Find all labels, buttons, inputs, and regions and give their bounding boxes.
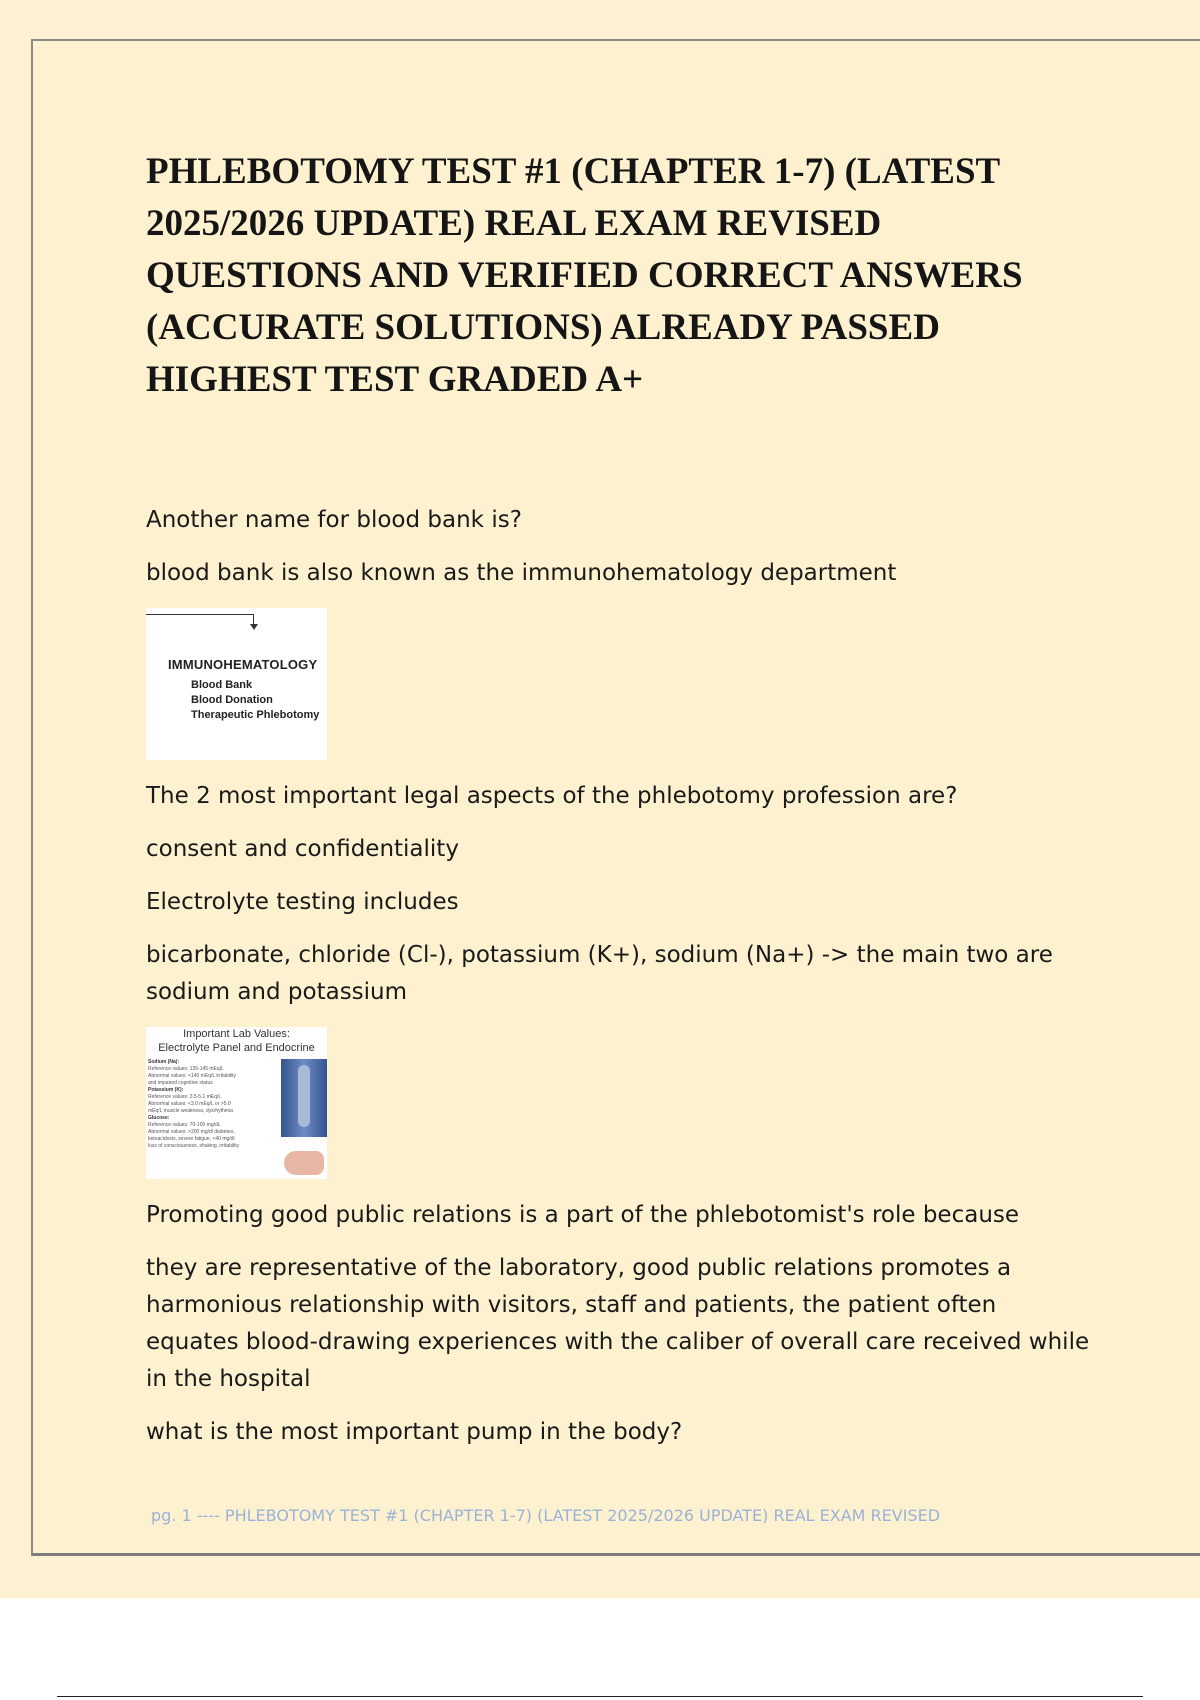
arrow-down-icon — [250, 624, 258, 630]
lab-line: mEq/L muscle weakness, dysrhythmia — [148, 1108, 233, 1114]
lab-figure-body — [148, 1059, 278, 1150]
document-title: PHLEBOTOMY TEST #1 (CHAPTER 1-7) (LATEST 2025/2026 UPDATE) REAL EXAM REVISED QUESTIONS AND VERIFIED CORRECT ANSWERS (ACCURATE SOLUTIONS) ALREADY PASSED HIGHEST TEST GRADED A+ — [146, 151, 1023, 400]
lab-title-line: Electrolyte Panel and Endocrine — [158, 1042, 315, 1054]
figure-item: Blood Bank — [191, 679, 253, 691]
question-4: Promoting good public relations is a part of the phlebotomist's role because — [146, 1202, 1020, 1228]
page-footer: pg. 1 ---- PHLEBOTOMY TEST #1 (CHAPTER 1-7) (LATEST 2025/2026 UPDATE) REAL EXAM REVISED — [151, 1506, 941, 1525]
figure-item: Therapeutic Phlebotomy — [191, 709, 320, 721]
lab-line: ketoacidosis, severe fatigue, <40 mg/dl — [148, 1136, 235, 1142]
lab-figure-title — [146, 1027, 327, 1055]
answer-1: blood bank is also known as the immunohematology department — [146, 560, 897, 586]
lab-section-heading: Sodium (Na): — [148, 1059, 180, 1065]
lab-line: and impaired cognitive status — [148, 1080, 213, 1086]
lab-line: Reference values: 3.5-5.1 mEq/L — [148, 1094, 222, 1100]
lab-line: Abnormal values: <3.0 mEq/L or >5.0 — [148, 1101, 231, 1107]
immunohematology-figure — [146, 608, 327, 760]
finger-prick-image — [284, 1151, 324, 1175]
blood-tube-image — [281, 1059, 327, 1137]
lab-title-line: Important Lab Values: — [183, 1028, 290, 1040]
document-body — [146, 502, 1096, 1467]
lab-line: Reference values: 70-100 mg/dL — [148, 1122, 221, 1128]
answer-3: bicarbonate, chloride (Cl-), potassium (K+), sodium (Na+) -> the main two are sodium and potassium — [146, 942, 1053, 1005]
lab-line: Abnormal values: <140 mEq/L irritability — [148, 1073, 237, 1079]
lab-section-heading: Glucose: — [148, 1115, 170, 1121]
bottom-divider — [57, 1696, 1143, 1697]
question-1: Another name for blood bank is? — [146, 507, 522, 533]
lab-section-heading: Potassium (K): — [148, 1087, 184, 1093]
arrow-line — [146, 614, 254, 615]
answer-4: they are representative of the laboratory, good public relations promotes a harmonious relationship with visitors, staff and patients, the patient often equates blood-drawing experiences with the caliber of overall care received while in the hospital — [146, 1255, 1090, 1392]
lab-values-figure — [146, 1027, 327, 1179]
figure-heading: IMMUNOHEMATOLOGY — [168, 657, 318, 672]
lab-line: loss of consciousness, shaking, irritability — [148, 1143, 240, 1149]
tube-inner — [298, 1065, 310, 1127]
answer-2: consent and confidentiality — [146, 836, 459, 862]
figure-item: Blood Donation — [191, 694, 273, 706]
question-2: The 2 most important legal aspects of the phlebotomy profession are? — [146, 783, 958, 809]
lab-line: Reference values: 135-145 mEq/L — [148, 1066, 224, 1072]
question-3: Electrolyte testing includes — [146, 889, 459, 915]
figure-items — [191, 678, 319, 723]
question-5: what is the most important pump in the body? — [146, 1419, 683, 1445]
lab-line: Abnormal values: >200 mg/dl diabetes, — [148, 1129, 235, 1135]
